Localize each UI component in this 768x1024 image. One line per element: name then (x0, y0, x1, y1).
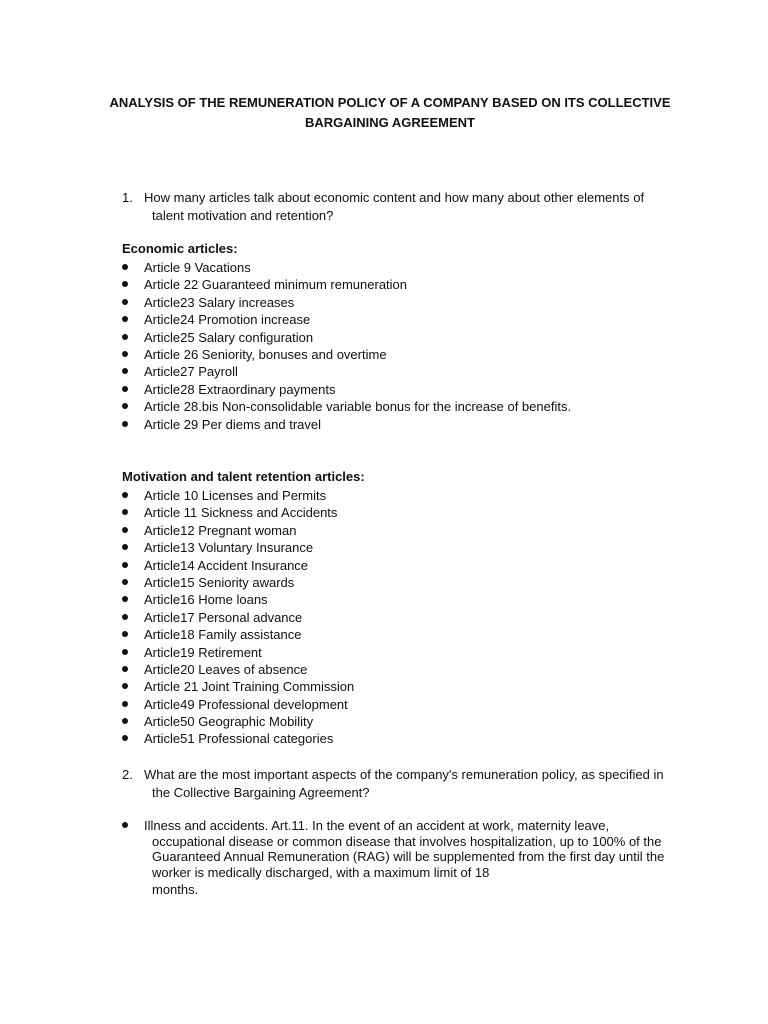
bullet-icon (122, 334, 128, 340)
list-item-text: Article24 Promotion increase (144, 312, 311, 328)
answer-line: Guaranteed Annual Remuneration (RAG) will be supplemented from the first day until the (152, 849, 665, 865)
list-item-text: Article16 Home loans (144, 592, 268, 608)
bullet-icon (122, 299, 128, 305)
bullet-icon (122, 403, 128, 409)
list-item-text: Article 22 Guaranteed minimum remuneration (144, 277, 408, 293)
bullet-icon (122, 666, 128, 672)
list-item-text: Article23 Salary increases (144, 294, 295, 310)
list-item-text: Article19 Retirement (144, 644, 262, 660)
bullet-icon (122, 718, 128, 724)
bullet-icon (122, 492, 128, 498)
list-item-text: Article18 Family assistance (144, 627, 302, 643)
answer-line: months. (152, 882, 199, 897)
economic-articles-heading: Economic articles: (122, 241, 238, 256)
title-line-2: BARGAINING AGREEMENT (305, 115, 475, 130)
bullet-icon (122, 649, 128, 655)
list-item-text: Article 29 Per diems and travel (144, 416, 322, 432)
bullet-icon (122, 281, 128, 287)
bullet-icon (122, 562, 128, 568)
list-item-text: Article13 Voluntary Insurance (144, 540, 314, 556)
list-item-text: Article 10 Licenses and Permits (144, 488, 327, 503)
list-item-text: Article20 Leaves of absence (144, 661, 308, 677)
list-item-text: Article12 Pregnant woman (144, 522, 297, 538)
bullet-icon (122, 544, 128, 550)
title-line-1: ANALYSIS OF THE REMUNERATION POLICY OF A COMPANY BASED ON ITS COLLECTIVE (109, 95, 671, 110)
bullet-icon (122, 264, 128, 270)
list-item-text: Article15 Seniority awards (144, 574, 295, 590)
bullet-icon (122, 351, 128, 357)
bullet-icon (122, 527, 128, 533)
bullet-icon (122, 596, 128, 602)
question-text-line-2: the Collective Bargaining Agreement? (152, 785, 370, 800)
list-item-text: Article14 Accident Insurance (144, 557, 309, 573)
question-text-line-2: talent motivation and retention? (152, 208, 334, 223)
list-item-text: Article 26 Seniority, bonuses and overtime (144, 346, 387, 362)
answer-line: Illness and accidents. Art.11. In the event of an accident at work, maternity leave, (144, 818, 610, 833)
list-item-text: Article50 Geographic Mobility (144, 714, 314, 730)
list-item-text: Article27 Payroll (144, 364, 238, 380)
list-item-text: Article51 Professional categories (144, 731, 334, 747)
bullet-icon (122, 683, 128, 689)
answer-line: worker is medically discharged, with a maximum limit of 18 (152, 864, 490, 880)
bullet-icon (122, 579, 128, 585)
list-item-text: Article28 Extraordinary payments (144, 381, 336, 397)
list-item-text: Article 11 Sickness and Accidents (144, 505, 338, 521)
list-item-text: Article17 Personal advance (144, 609, 303, 625)
question-text-line-1: How many articles talk about economic content and how many about other elements of (144, 190, 645, 205)
list-item-text: Article 9 Vacations (144, 260, 251, 275)
answer-line: occupational disease or common disease that involves hospitalization, up to 100% of the (152, 833, 662, 849)
bullet-icon (122, 368, 128, 374)
document-title (100, 93, 680, 133)
list-item-text: Article 21 Joint Training Commission (144, 679, 355, 695)
question-number: 2. (122, 767, 133, 782)
motivation-articles-heading: Motivation and talent retention articles: (122, 469, 365, 484)
bullet-icon (122, 509, 128, 515)
question-number: 1. (122, 190, 133, 205)
bullet-icon (122, 822, 128, 828)
bullet-icon (122, 735, 128, 741)
bullet-icon (122, 386, 128, 392)
bullet-icon (122, 614, 128, 620)
bullet-icon (122, 421, 128, 427)
list-item-text: Article 28.bis Non-consolidable variable bonus for the increase of benefits. (144, 399, 572, 415)
bullet-icon (122, 316, 128, 322)
bullet-icon (122, 701, 128, 707)
list-item-text: Article25 Salary configuration (144, 329, 314, 345)
list-item-text: Article49 Professional development (144, 696, 348, 712)
question-text-line-1: What are the most important aspects of the company's remuneration policy, as specified in (144, 767, 664, 782)
bullet-icon (122, 631, 128, 637)
